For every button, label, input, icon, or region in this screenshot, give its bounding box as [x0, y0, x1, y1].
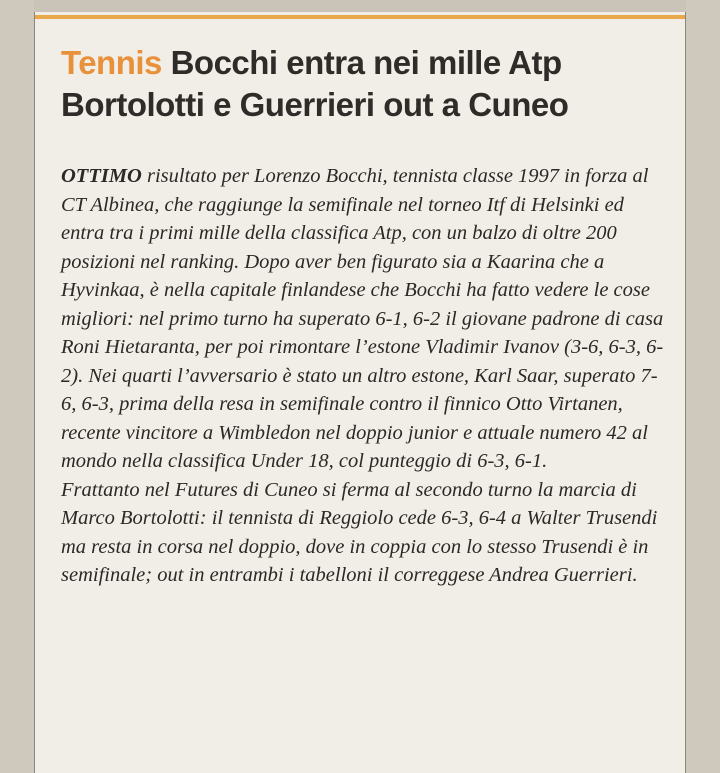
headline: [61, 42, 671, 126]
news-article: [34, 12, 686, 773]
article-body: [61, 162, 671, 590]
paragraph-1-text: risultato per Lorenzo Bocchi, tennista classe 1997 in forza al CT Albinea, che raggiunge la semifinale nel torneo Itf di Helsinki ed entra tra i primi mille della classifica Atp, con un balzo di oltre 200 posizioni nel ranking. Dopo aver ben figurato sia a Kaarina che a Hyvinkaa, è nella capitale finlandese che Bocchi ha fatto vedere le cose migliori: nel primo turno ha superato 6-1, 6-2 il giovane padrone di casa Roni Hietaranta, per poi rimontare l’estone Vladimir Ivanov (3-6, 6-3, 6-2). Nei quarti l’avversario è stato un altro estone, Karl Saar, superato 7-6, 6-3, prima della resa in semifinale contro il finnico Otto Virtanen, recente vincitore a Wimbledon nel doppio junior e attuale numero 42 al mondo nella classifica Under 18, col punteggio di 6-3, 6-1.: [61, 165, 664, 472]
section-kicker: Tennis: [61, 44, 162, 81]
paragraph-1: [61, 162, 671, 476]
adjacent-column-left: [0, 0, 34, 773]
adjacent-column-right: [686, 0, 720, 773]
lead-word: OTTIMO: [61, 165, 142, 187]
paragraph-2: Frattanto nel Futures di Cuneo si ferma al secondo turno la marcia di Marco Bortolotti: il tennista di Reggiolo cede 6-3, 6-4 a Walter Trusendi ma resta in corsa nel doppio, dove in coppia con lo stesso Trusendi è in semifinale; out in entrambi i tabelloni il correggese Andrea Guerrieri.: [61, 478, 658, 586]
headline-line-1: Bocchi entra nei mille Atp: [170, 44, 562, 81]
headline-line-2: Bortolotti e Guerrieri out a Cuneo: [61, 86, 569, 123]
top-rule: [35, 15, 685, 19]
